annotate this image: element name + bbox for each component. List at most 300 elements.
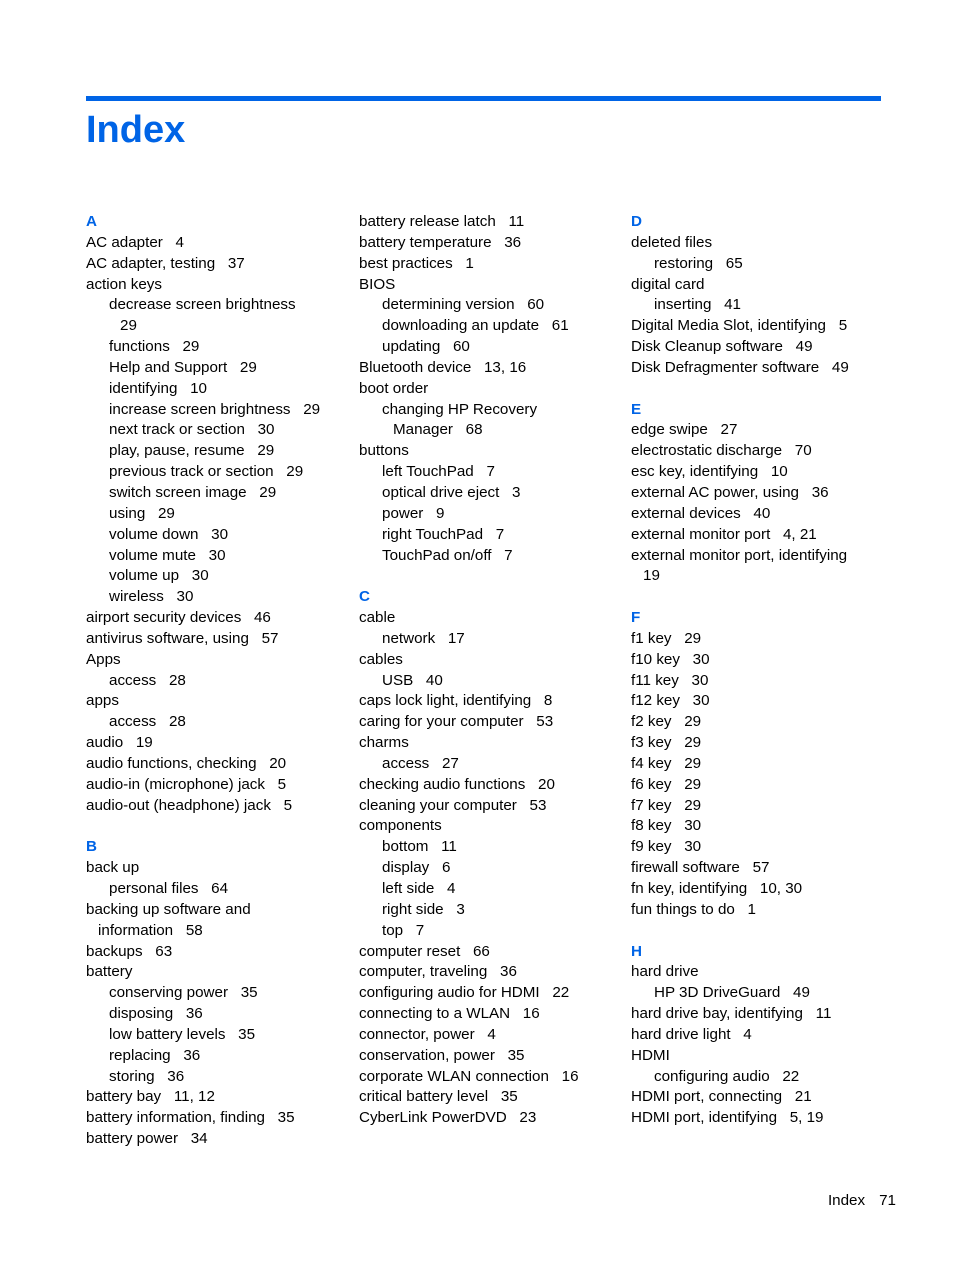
entry-term: HDMI port, connecting — [631, 1088, 783, 1106]
index-subentry — [86, 712, 348, 733]
entry-term: audio-in (microphone) jack — [86, 775, 265, 793]
index-entry — [359, 650, 621, 671]
index-subentry — [631, 983, 893, 1004]
entry-term: disposing — [109, 1005, 174, 1023]
entry-page-refs: 8 — [543, 692, 553, 710]
entry-term: edge swipe — [631, 421, 708, 439]
index-subentry — [86, 879, 348, 900]
entry-page-refs: 35 — [240, 984, 258, 1002]
entry-term: battery power — [86, 1130, 179, 1148]
entry-page-refs: 30 — [211, 525, 229, 543]
index-entry — [631, 733, 893, 754]
entry-term: inserting — [654, 296, 712, 314]
entry-term: low battery levels — [109, 1025, 226, 1043]
entry-term: functions — [109, 338, 170, 356]
entry-term: hard drive — [631, 963, 699, 981]
entry-term: increase screen brightness — [109, 400, 291, 418]
entry-page-refs: 20 — [538, 775, 555, 793]
index-subentry — [86, 462, 348, 483]
index-entry — [359, 1046, 621, 1067]
entry-term: configuring audio for HDMI — [359, 984, 540, 1002]
entry-term: computer, traveling — [359, 963, 488, 981]
entry-page-refs: 57 — [752, 859, 770, 877]
entry-term: optical drive eject — [382, 483, 500, 501]
index-subentry — [359, 900, 621, 921]
index-entry — [631, 962, 893, 983]
entry-page-refs: 11 — [441, 838, 457, 856]
entry-page-refs: 10 — [770, 463, 788, 481]
index-entry — [359, 275, 621, 296]
index-entry — [359, 942, 621, 963]
index-subentry — [631, 1067, 893, 1088]
entry-term: deleted files — [631, 233, 713, 251]
index-section-letter: F — [631, 609, 641, 627]
entry-term: next track or section — [109, 421, 245, 439]
index-entry — [631, 358, 893, 379]
entry-term: airport security devices — [86, 609, 242, 627]
index-subentry — [359, 546, 621, 567]
entry-page-refs: 4 — [487, 1025, 496, 1043]
index-entry — [359, 233, 621, 254]
index-entry — [86, 900, 348, 921]
entry-term: f7 key — [631, 796, 672, 814]
entry-page-refs: 29 — [684, 629, 702, 647]
entry-term: left side — [382, 880, 435, 897]
entry-page-refs: 3 — [512, 483, 521, 501]
entry-term: Manager — [393, 421, 453, 439]
entry-term: antivirus software, using — [86, 629, 249, 647]
entry-page-refs: 36 — [185, 1005, 203, 1023]
entry-page-refs: 57 — [261, 629, 279, 647]
entry-page-refs: 16 — [561, 1067, 579, 1085]
entry-term: Bluetooth device — [359, 358, 472, 376]
entry-term: f4 key — [631, 754, 672, 772]
entry-term: digital card — [631, 275, 705, 293]
title-rule — [86, 96, 881, 101]
index-entry — [86, 254, 348, 275]
entry-page-refs: 9 — [436, 504, 445, 522]
index-subentry — [86, 525, 348, 546]
index-entry — [359, 1067, 621, 1088]
index-entry — [359, 1004, 621, 1025]
entry-term: computer reset — [359, 942, 461, 960]
index-entry — [86, 796, 348, 817]
entry-term: play, pause, resume — [109, 442, 245, 460]
entry-page-refs: 68 — [465, 421, 483, 439]
entry-page-refs: 29 — [303, 400, 321, 418]
entry-page-refs: 63 — [155, 942, 173, 960]
index-subentry — [86, 504, 348, 525]
entry-term: conserving power — [109, 984, 229, 1002]
entry-page-refs: 22 — [552, 984, 570, 1002]
entry-page-refs: 29 — [684, 713, 702, 731]
index-entry — [631, 629, 893, 650]
entry-term: decrease screen brightness — [109, 296, 296, 314]
entry-page-refs: 11 — [815, 1005, 832, 1023]
entry-page-refs: 61 — [551, 317, 569, 335]
index-subentry — [86, 1067, 348, 1088]
entry-page-refs: 30 — [191, 567, 209, 585]
index-entry — [86, 233, 348, 254]
entry-page-refs: 29 — [684, 754, 702, 772]
index-subentry — [359, 671, 621, 692]
index-subentry — [86, 441, 348, 462]
index-entry — [631, 441, 893, 462]
entry-term: HDMI — [631, 1046, 670, 1064]
index-subentry — [631, 295, 893, 316]
index-subentry — [86, 546, 348, 567]
index-entry — [631, 420, 893, 441]
entry-page-refs: 7 — [415, 921, 425, 939]
index-entry — [631, 316, 893, 337]
index-entry — [86, 962, 348, 983]
entry-page-refs: 40 — [753, 504, 771, 522]
entry-term: back up — [86, 859, 140, 877]
entry-term: connecting to a WLAN — [359, 1005, 511, 1023]
index-subentry — [359, 420, 621, 441]
index-subentry — [631, 254, 893, 275]
entry-page-refs: 35 — [238, 1025, 256, 1043]
index-section-letter: H — [631, 942, 642, 960]
index-entry — [359, 712, 621, 733]
index-subentry — [86, 1004, 348, 1025]
index-subentry — [359, 858, 621, 879]
index-entry — [631, 275, 893, 296]
entry-page-refs: 17 — [447, 629, 465, 647]
entry-page-refs: 58 — [185, 921, 203, 939]
entry-page-refs: 30 — [691, 671, 709, 689]
entry-term: backups — [86, 942, 143, 960]
entry-term: network — [382, 629, 436, 647]
index-subentry — [359, 316, 621, 337]
entry-page-refs: 36 — [167, 1067, 185, 1085]
entry-term: f11 key — [631, 671, 679, 689]
entry-page-refs: 30 — [692, 650, 710, 668]
index-entry — [631, 858, 893, 879]
entry-page-refs: 65 — [725, 254, 743, 272]
index-subentry — [86, 400, 348, 421]
entry-term: boot order — [359, 379, 429, 397]
entry-term: determining version — [382, 296, 515, 314]
entry-term: f3 key — [631, 734, 672, 752]
entry-term: identifying — [109, 379, 178, 397]
entry-page-refs: 27 — [720, 421, 738, 439]
entry-page-refs: 60 — [452, 338, 470, 356]
entry-term: hard drive light — [631, 1025, 731, 1043]
entry-term: caring for your computer — [359, 713, 524, 731]
entry-term: electrostatic discharge — [631, 442, 783, 460]
entry-page-refs: 41 — [724, 296, 741, 314]
entry-page-refs: 5 — [283, 796, 293, 814]
entry-page-refs: 53 — [536, 713, 554, 731]
entry-term: bottom — [382, 838, 429, 856]
index-subentry — [359, 629, 621, 650]
entry-term: connector, power — [359, 1025, 475, 1043]
entry-term: BIOS — [359, 275, 396, 293]
index-entry — [631, 691, 893, 712]
entry-term: cleaning your computer — [359, 796, 517, 814]
index-entry — [631, 1004, 893, 1025]
index-entry — [86, 1108, 348, 1129]
entry-term: components — [359, 817, 442, 835]
entry-term: external devices — [631, 504, 741, 522]
page-number: 71 — [879, 1192, 896, 1209]
index-entry — [631, 233, 893, 254]
entry-page-refs: 11 — [508, 213, 525, 230]
entry-page-refs: 19 — [643, 567, 660, 585]
entry-page-refs: 60 — [527, 296, 545, 314]
index-subentry — [86, 316, 348, 337]
index-entry — [86, 691, 348, 712]
index-entry — [631, 483, 893, 504]
index-subentry — [86, 983, 348, 1004]
index-entry — [631, 1046, 893, 1067]
entry-page-refs: 29 — [239, 358, 257, 376]
entry-page-refs: 29 — [684, 734, 702, 752]
index-entry — [631, 650, 893, 671]
index-entry — [359, 962, 621, 983]
index-subentry — [359, 525, 621, 546]
index-entry — [631, 566, 893, 587]
entry-page-refs: 22 — [782, 1067, 800, 1085]
index-subentry — [359, 483, 621, 504]
entry-page-refs: 30 — [176, 588, 194, 606]
index-entry — [359, 608, 621, 629]
entry-term: battery temperature — [359, 233, 492, 251]
entry-term: AC adapter — [86, 233, 163, 251]
entry-term: USB — [382, 671, 414, 689]
index-entry — [86, 1129, 348, 1150]
index-subentry — [86, 379, 348, 400]
index-subentry — [86, 420, 348, 441]
entry-page-refs: 5 — [277, 775, 287, 793]
index-subentry — [359, 754, 621, 775]
entry-term: CyberLink PowerDVD — [359, 1109, 507, 1127]
index-subentry — [359, 400, 621, 421]
entry-page-refs: 66 — [472, 942, 490, 960]
entry-term: f2 key — [631, 713, 672, 731]
index-entry — [631, 816, 893, 837]
entry-page-refs: 30 — [684, 817, 702, 835]
entry-page-refs: 35 — [277, 1109, 295, 1127]
index-entry — [86, 275, 348, 296]
index-entry — [359, 796, 621, 817]
index-entry — [631, 712, 893, 733]
index-entry — [86, 608, 348, 629]
entry-page-refs: 30 — [692, 692, 710, 710]
entry-term: right side — [382, 900, 444, 918]
entry-term: access — [382, 754, 430, 772]
index-column-3 — [631, 212, 893, 1129]
entry-page-refs: 29 — [182, 338, 200, 356]
entry-term: apps — [86, 692, 119, 710]
index-subentry — [86, 295, 348, 316]
entry-term: critical battery level — [359, 1088, 489, 1106]
index-section-letter: A — [86, 213, 97, 230]
entry-term: TouchPad on/off — [382, 546, 492, 564]
entry-page-refs: 4 — [447, 880, 456, 897]
entry-term: corporate WLAN connection — [359, 1067, 549, 1085]
entry-page-refs: 16 — [522, 1005, 540, 1023]
entry-term: fun things to do — [631, 900, 735, 918]
entry-term: checking audio functions — [359, 775, 526, 793]
entry-page-refs: 36 — [811, 483, 829, 501]
index-entry — [631, 525, 893, 546]
entry-term: f8 key — [631, 817, 672, 835]
footer-label: Index — [827, 1192, 866, 1209]
index-section-letter: D — [631, 213, 642, 230]
entry-term: external monitor port, identifying — [631, 546, 848, 564]
entry-page-refs: 35 — [507, 1046, 525, 1064]
index-entry — [86, 650, 348, 671]
entry-term: HDMI port, identifying — [631, 1109, 778, 1127]
entry-term: using — [109, 504, 146, 522]
entry-page-refs: 49 — [795, 338, 813, 356]
entry-term: restoring — [654, 254, 714, 272]
entry-term: conservation, power — [359, 1046, 495, 1064]
index-subentry — [359, 921, 621, 942]
entry-page-refs: 1 — [747, 900, 756, 918]
entry-term: switch screen image — [109, 483, 247, 501]
entry-term: audio-out (headphone) jack — [86, 796, 271, 814]
entry-term: battery — [86, 963, 133, 981]
entry-term: Disk Defragmenter software — [631, 358, 820, 376]
entry-term: changing HP Recovery — [382, 400, 538, 418]
entry-term: f1 key — [631, 629, 672, 647]
entry-term: f12 key — [631, 692, 680, 710]
index-subentry — [359, 295, 621, 316]
entry-term: volume mute — [109, 546, 196, 564]
entry-term: buttons — [359, 442, 409, 460]
entry-page-refs: 1 — [465, 254, 474, 272]
entry-term: battery release latch — [359, 213, 496, 230]
index-entry — [631, 462, 893, 483]
entry-term: previous track or section — [109, 463, 274, 481]
entry-page-refs: 36 — [500, 963, 517, 981]
entry-page-refs: 64 — [211, 880, 229, 897]
entry-page-refs: 28 — [168, 671, 186, 689]
entry-term: replacing — [109, 1046, 171, 1064]
index-entry — [359, 441, 621, 462]
index-entry — [359, 1087, 621, 1108]
entry-term: AC adapter, testing — [86, 254, 216, 272]
entry-page-refs: 6 — [441, 859, 451, 877]
index-entry — [631, 504, 893, 525]
index-subentry — [359, 462, 621, 483]
entry-term: personal files — [109, 880, 199, 897]
index-entry — [86, 733, 348, 754]
entry-term: action keys — [86, 275, 162, 293]
index-subentry — [359, 337, 621, 358]
index-entry — [86, 754, 348, 775]
index-entry — [359, 775, 621, 796]
entry-term: left TouchPad — [382, 463, 474, 481]
entry-page-refs: 29 — [684, 775, 702, 793]
entry-page-refs: 4 — [175, 233, 184, 251]
entry-term: updating — [382, 338, 441, 356]
entry-term: backing up software and — [86, 900, 251, 918]
index-section-letter: E — [631, 400, 642, 418]
index-subentry — [86, 587, 348, 608]
entry-term: external monitor port — [631, 525, 771, 543]
entry-page-refs: 11, 12 — [173, 1088, 215, 1106]
entry-term: cable — [359, 609, 396, 627]
entry-term: audio — [86, 734, 124, 752]
index-subentry — [86, 566, 348, 587]
index-entry — [359, 254, 621, 275]
entry-term: Disk Cleanup software — [631, 338, 783, 356]
entry-term: power — [382, 504, 424, 522]
index-entry — [359, 379, 621, 400]
index-column-2 — [359, 212, 621, 1129]
entry-page-refs: 40 — [425, 671, 443, 689]
index-entry — [359, 358, 621, 379]
entry-term: hard drive bay, identifying — [631, 1005, 803, 1023]
entry-page-refs: 30 — [208, 546, 226, 564]
index-subentry — [86, 358, 348, 379]
entry-page-refs: 29 — [157, 504, 175, 522]
index-entry — [631, 337, 893, 358]
entry-term: external AC power, using — [631, 483, 800, 501]
index-entry — [359, 691, 621, 712]
entry-page-refs: 36 — [183, 1046, 201, 1064]
entry-term: Apps — [86, 650, 121, 668]
entry-term: caps lock light, identifying — [359, 692, 532, 710]
index-entry — [86, 775, 348, 796]
index-entry — [631, 1025, 893, 1046]
entry-page-refs: 28 — [168, 713, 186, 731]
index-subentry — [359, 837, 621, 858]
entry-term: esc key, identifying — [631, 463, 759, 481]
index-entry — [359, 816, 621, 837]
index-entry — [359, 1025, 621, 1046]
index-subentry — [86, 671, 348, 692]
entry-page-refs: 27 — [441, 754, 459, 772]
entry-page-refs: 20 — [269, 754, 287, 772]
entry-page-refs: 29 — [257, 442, 275, 460]
entry-page-refs: 4 — [743, 1025, 752, 1043]
entry-term: HP 3D DriveGuard — [654, 984, 781, 1002]
index-entry — [86, 858, 348, 879]
index-entry — [631, 754, 893, 775]
index-column-1 — [86, 212, 348, 1150]
index-entry — [86, 942, 348, 963]
index-section-letter: B — [86, 838, 97, 856]
index-entry — [631, 546, 893, 567]
index-subentry — [86, 1025, 348, 1046]
entry-term: configuring audio — [654, 1067, 770, 1085]
entry-term: access — [109, 671, 157, 689]
index-subentry — [359, 879, 621, 900]
entry-page-refs: 36 — [504, 233, 522, 251]
entry-page-refs: 21 — [794, 1088, 812, 1106]
entry-term: fn key, identifying — [631, 880, 748, 897]
entry-term: Digital Media Slot, identifying — [631, 317, 827, 335]
index-entry — [631, 775, 893, 796]
entry-page-refs: 19 — [135, 734, 153, 752]
entry-page-refs: 35 — [500, 1088, 518, 1106]
entry-page-refs: 23 — [519, 1109, 537, 1127]
index-entry — [631, 1108, 893, 1129]
entry-page-refs: 46 — [253, 609, 271, 627]
entry-term: battery information, finding — [86, 1109, 265, 1127]
entry-page-refs: 5, 19 — [789, 1109, 824, 1127]
entry-term: information — [98, 921, 174, 939]
entry-term: access — [109, 713, 157, 731]
entry-term: storing — [109, 1067, 155, 1085]
entry-term: charms — [359, 734, 409, 752]
index-subentry — [86, 337, 348, 358]
